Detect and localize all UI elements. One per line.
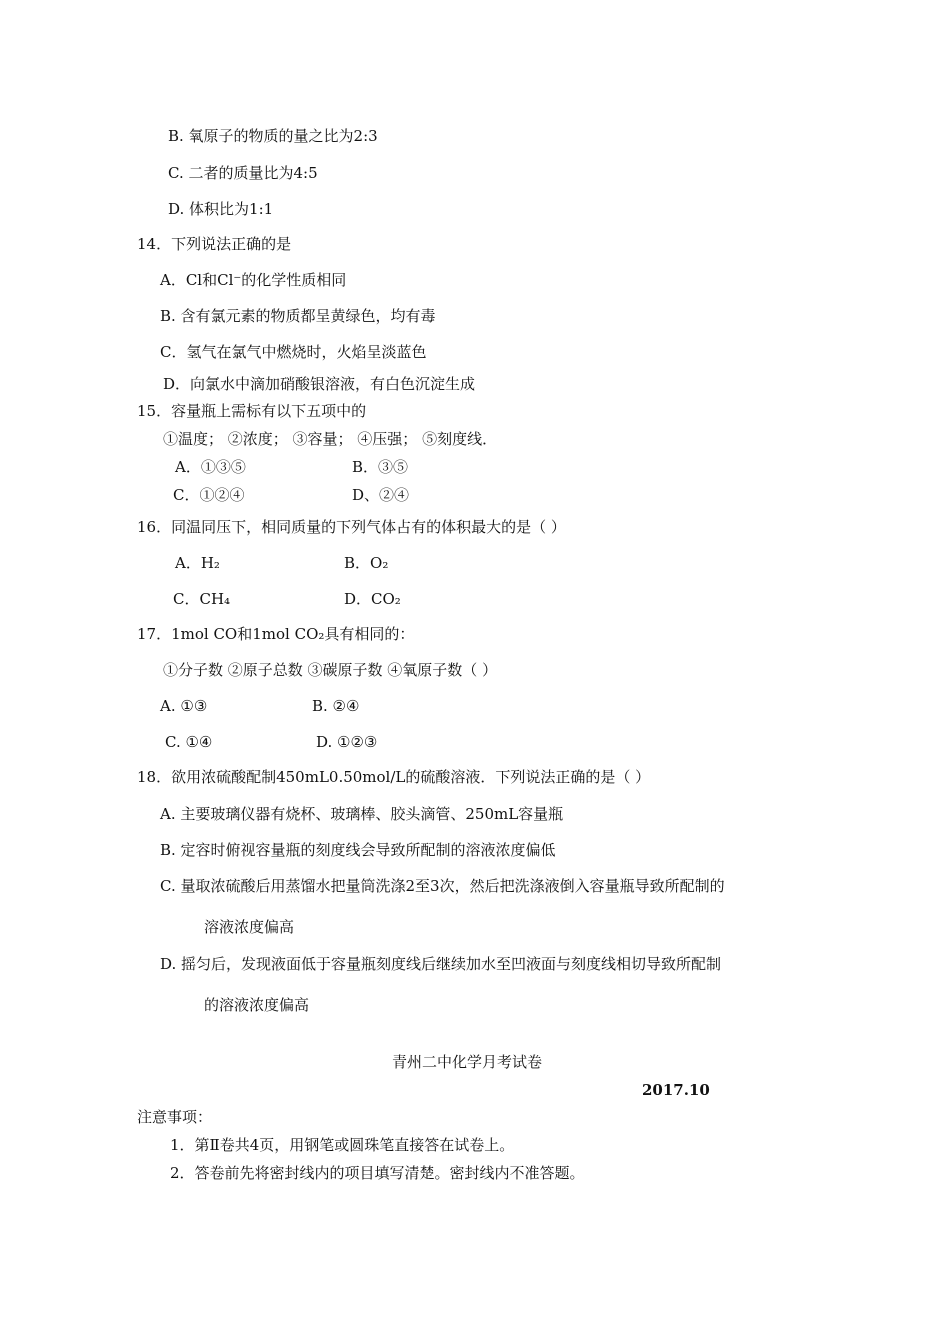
q14-stem: 14．下列说法正确的是 <box>137 235 292 253</box>
q18-option-d-line2: 的溶液浓度偏高 <box>204 996 310 1014</box>
q18-option-c-line2: 溶液浓度偏高 <box>204 918 295 936</box>
q13-option-c: C. 二者的质量比为4:5 <box>168 164 318 182</box>
q16-stem: 16．同温同压下，相同质量的下列气体占有的体积最大的是（ ） <box>137 518 566 536</box>
q18-option-b: B. 定容时俯视容量瓶的刻度线会导致所配制的溶液浓度偏低 <box>160 841 556 859</box>
exam-title: 青州二中化学月考试卷 <box>392 1053 543 1071</box>
q15-option-a: A．①③⑤ <box>175 458 246 476</box>
q14-option-c: C．氢气在氯气中燃烧时，火焰呈淡蓝色 <box>160 343 427 361</box>
q16-option-c: C．CH₄ <box>173 590 231 608</box>
q14-option-a: A．Cl和Cl⁻的化学性质相同 <box>160 271 347 289</box>
q15-items: ①温度； ②浓度； ③容量； ④压强； ⑤刻度线． <box>163 430 498 448</box>
q17-option-d: D. ①②③ <box>316 733 378 751</box>
q17-option-a: A. ①③ <box>160 697 208 715</box>
q15-stem: 15．容量瓶上需标有以下五项中的 <box>137 402 367 420</box>
exam-date: 2017.10 <box>642 1081 710 1099</box>
q17-option-c: C. ①④ <box>165 733 213 751</box>
q15-option-b: B．③⑤ <box>352 458 409 476</box>
q16-option-d: D．CO₂ <box>344 590 401 608</box>
q13-option-b: B. 氧原子的物质的量之比为2:3 <box>168 127 378 145</box>
q16-option-a: A．H₂ <box>175 554 220 572</box>
notice-label: 注意事项： <box>137 1108 213 1126</box>
q15-option-d: D、②④ <box>352 486 410 504</box>
q13-option-d: D. 体积比为1:1 <box>168 200 274 218</box>
q18-option-d-line1: D. 摇匀后，发现液面低于容量瓶刻度线后继续加水至凹液面与刻度线相切导致所配制 <box>160 955 722 973</box>
q17-stem: 17．1mol CO和1mol CO₂具有相同的： <box>137 625 415 643</box>
q18-stem: 18．欲用浓硫酸配制450mL0.50mol/L的硫酸溶液．下列说法正确的是（ ） <box>137 768 651 786</box>
q16-option-b: B．O₂ <box>344 554 389 572</box>
notice-item-1: 1．第Ⅱ卷共4页，用钢笔或圆珠笔直接答在试卷上。 <box>170 1136 515 1154</box>
q17-items: ①分子数 ②原子总数 ③碳原子数 ④氧原子数（ ） <box>163 661 498 679</box>
q18-option-c-line1: C. 量取浓硫酸后用蒸馏水把量筒洗涤2至3次，然后把洗涤液倒入容量瓶导致所配制的 <box>160 877 725 895</box>
q14-option-d: D．向氯水中滴加硝酸银溶液，有白色沉淀生成 <box>163 375 476 393</box>
q15-option-c: C．①②④ <box>173 486 245 504</box>
q17-option-b: B. ②④ <box>312 697 360 715</box>
notice-item-2: 2．答卷前先将密封线内的项目填写清楚。密封线内不准答题。 <box>170 1164 585 1182</box>
q14-option-b: B. 含有氯元素的物质都呈黄绿色，均有毒 <box>160 307 436 325</box>
q18-option-a: A. 主要玻璃仪器有烧杯、玻璃棒、胶头滴管、250mL容量瓶 <box>160 805 564 823</box>
